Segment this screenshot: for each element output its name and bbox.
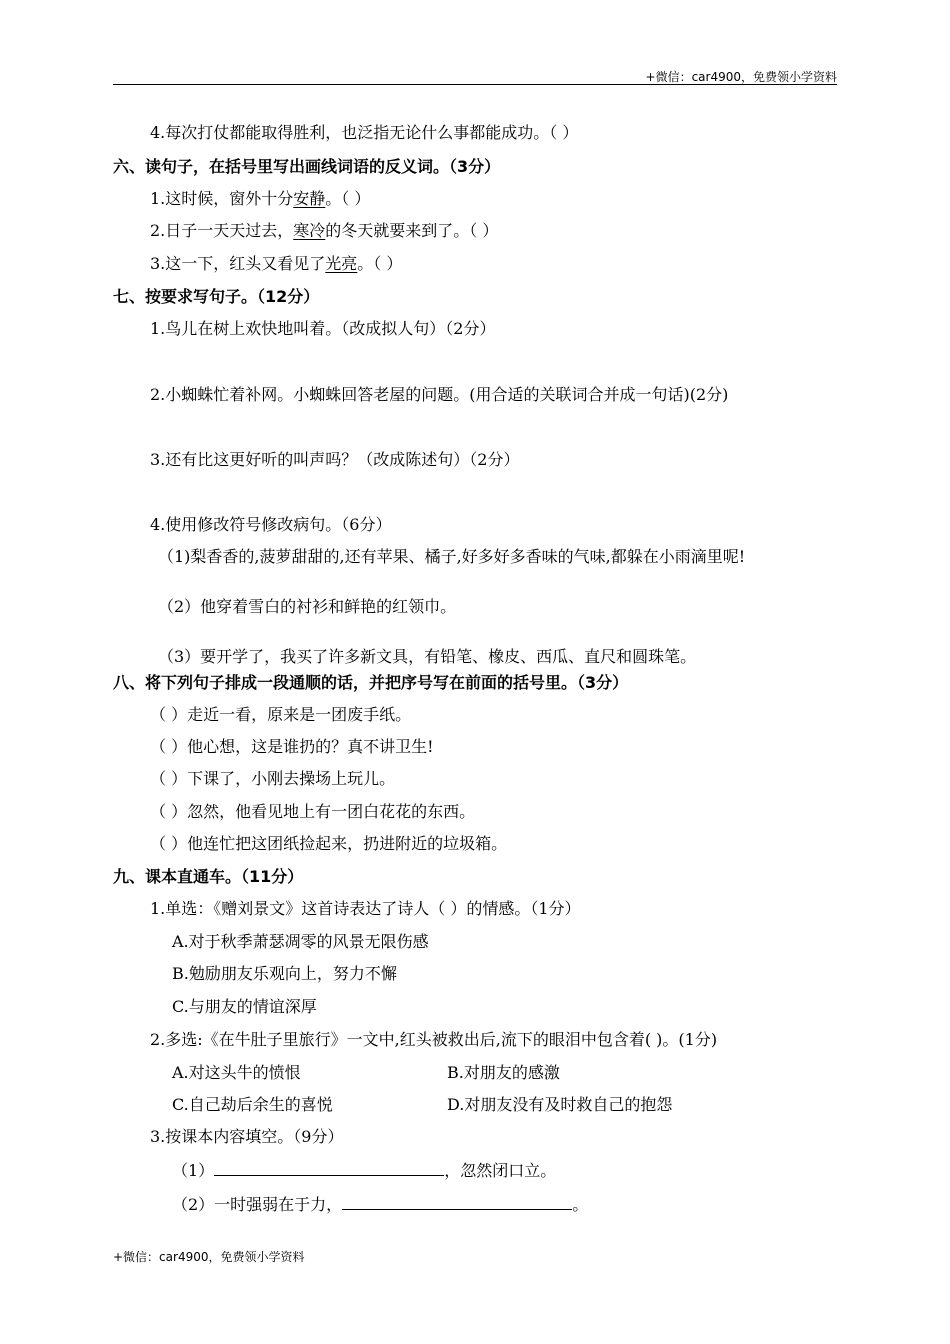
ordering-item: （ ）他连忙把这团纸捡起来，扔进附近的垃圾箱。 [150, 834, 508, 853]
section-9-question-2: 2.多选:《在牛肚子里旅行》一文中,红头被救出后,流下的眼泪中包含着( )。(1分) [150, 1030, 718, 1049]
section-7-question-2: 2.小蜘蛛忙着补网。小蜘蛛回答老屋的问题。(用合适的关联词合并成一句话)(2分) [150, 385, 729, 404]
header-divider [113, 84, 837, 85]
question-5-item-4: 4.每次打仗都能取得胜利，也泛指无论什么事都能成功。（ ） [150, 123, 579, 142]
ordering-item: （ ）走近一看，原来是一团废手纸。 [150, 705, 412, 724]
underlined-word: 光亮 [325, 254, 358, 273]
underlined-word: 寒冷 [293, 221, 326, 240]
sentence-3: （3）要开学了，我买了许多新文具，有铅笔、橡皮、西瓜、直尺和圆珠笔。 [158, 647, 697, 666]
option-d: D.对朋友没有及时救自己的抱怨 [447, 1095, 673, 1114]
blank-prefix: （2）一时强弱在于力， [172, 1195, 343, 1214]
section-7-question-1: 1.鸟儿在树上欢快地叫着。（改成拟人句）（2分） [150, 319, 496, 338]
blank-suffix: 。 [572, 1195, 589, 1214]
option-b: B.勉励朋友乐观向上，努力不懈 [172, 964, 397, 983]
blank-suffix: ，忽然闭口立。 [444, 1161, 557, 1180]
sentence-2: （2）他穿着雪白的衬衫和鲜艳的红领巾。 [158, 597, 457, 616]
fill-blank-2 [172, 1194, 588, 1216]
section-6-item-3 [150, 253, 402, 275]
page-header: +微信：car4900，免费领小学资料 [645, 70, 837, 84]
section-7-question-3: 3.还有比这更好听的叫声吗？（改成陈述句）（2分） [150, 450, 520, 469]
option-a: A.对这头牛的愤恨 [172, 1063, 301, 1082]
section-6-item-1 [150, 188, 370, 210]
option-b: B.对朋友的感激 [447, 1063, 560, 1082]
answer-parens: 的冬天就要来到了。（ ） [325, 221, 499, 240]
item-prefix: 1.这时候，窗外十分 [150, 189, 294, 208]
option-a: A.对于秋季萧瑟凋零的风景无限伤感 [172, 932, 429, 951]
section-9-title: 九、课本直通车。（11分） [113, 867, 304, 886]
section-7-question-4: 4.使用修改符号修改病句。（6分） [150, 515, 392, 534]
answer-parens: 。（ ） [325, 189, 371, 208]
section-9-question-3: 3.按课本内容填空。（9分） [150, 1127, 344, 1146]
section-7-title: 七、按要求写句子。（12分） [113, 287, 320, 306]
ordering-item: （ ）忽然，他看见地上有一团白花花的东西。 [150, 802, 476, 821]
sentence-1: （1)梨香香的,菠萝甜甜的,还有苹果、橘子,好多好多香味的气味,都躲在小雨滴里呢! [158, 547, 746, 566]
ordering-item: （ ）他心想，这是谁扔的？真不讲卫生! [150, 737, 434, 756]
item-prefix: 2.日子一天天过去， [150, 221, 294, 240]
answer-blank[interactable] [214, 1161, 444, 1176]
answer-blank[interactable] [342, 1195, 572, 1210]
answer-parens: 。（ ） [357, 254, 403, 273]
blank-prefix: （1） [172, 1161, 215, 1180]
option-c: C.自己劫后余生的喜悦 [172, 1095, 333, 1114]
page-footer: +微信：car4900，免费领小学资料 [113, 1250, 305, 1264]
section-9-question-1: 1.单选：《赠刘景文》这首诗表达了诗人（ ）的情感。（1分） [150, 899, 581, 918]
underlined-word: 安静 [293, 189, 326, 208]
section-8-title: 八、将下列句子排成一段通顺的话，并把序号写在前面的括号里。（3分） [113, 673, 629, 692]
option-c: C.与朋友的情谊深厚 [172, 997, 317, 1016]
ordering-item: （ ）下课了，小刚去操场上玩儿。 [150, 769, 396, 788]
section-6-item-2 [150, 220, 498, 242]
fill-blank-1 [172, 1160, 556, 1182]
item-prefix: 3.这一下，红头又看见了 [150, 254, 326, 273]
section-6-title: 六、读句子，在括号里写出画线词语的反义词。（3分） [113, 157, 501, 176]
